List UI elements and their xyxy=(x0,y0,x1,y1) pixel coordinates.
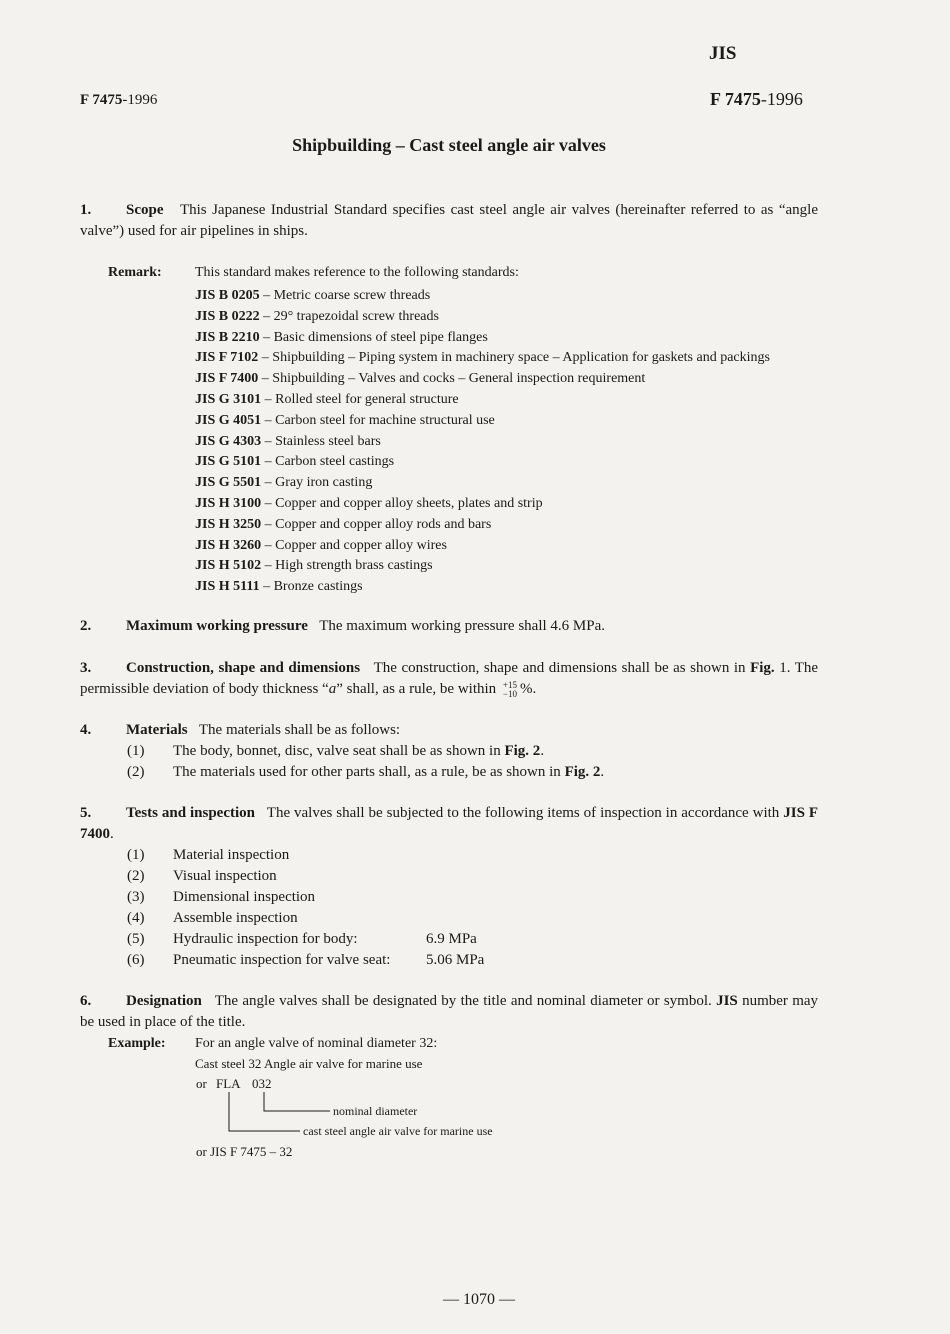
section-heading: Materials xyxy=(126,722,188,738)
reference-code: JIS G 3101 xyxy=(195,391,262,407)
section-text: This Japanese Industrial Standard specifies cast steel angle air valves (hereinafter referred to as “angle valve”) used for air pipelines in ships. xyxy=(80,202,818,239)
reference-code: JIS F 7400 xyxy=(195,371,259,387)
list-item-text: Material inspection xyxy=(173,847,290,863)
reference-desc: – Copper and copper alloy wires xyxy=(264,537,447,553)
note-cast-steel: cast steel angle air valve for marine use xyxy=(303,1124,493,1138)
list-item-end: . xyxy=(540,743,545,759)
section-heading: Maximum working pressure xyxy=(126,618,308,634)
section-text: The angle valves shall be designated by the title and nominal diameter or symbol. xyxy=(214,993,712,1009)
section-number: 3. xyxy=(80,660,92,676)
section-text: The materials shall be as follows: xyxy=(198,722,401,738)
list-item-text: The body, bonnet, disc, valve seat shall be as shown in xyxy=(173,743,501,759)
example-intro: For an angle valve of nominal diameter 32: xyxy=(195,1036,438,1051)
list-item-label: (1) xyxy=(127,847,145,863)
section-number: 5. xyxy=(80,805,92,821)
section-heading: Scope xyxy=(126,202,164,218)
example-jis-designation: or JIS F 7475 – 32 xyxy=(196,1144,293,1159)
reference-desc: – Copper and copper alloy sheets, plates and strip xyxy=(264,495,543,511)
document-title: Shipbuilding – Cast steel angle air valves xyxy=(292,135,606,155)
section-text: . The permissible deviation of body thickness “ xyxy=(80,660,819,697)
reference-desc: – Carbon steel for machine structural use xyxy=(264,412,495,428)
section-text: The valves shall be subjected to the following items of inspection in accordance with xyxy=(266,805,780,821)
reference-desc: – Gray iron casting xyxy=(264,475,373,491)
section-text: The construction, shape and dimensions shall be as shown in xyxy=(373,660,746,676)
section-text: The maximum working pressure shall 4.6 MPa. xyxy=(319,618,605,634)
remark-label: Remark: xyxy=(108,265,162,280)
reference-code: JIS H 3260 xyxy=(195,537,262,553)
reference-desc: – 29° trapezoidal screw threads xyxy=(263,308,439,324)
tolerance-plus: +15 xyxy=(502,679,517,690)
test-pressure-value: 6.9 MPa xyxy=(426,931,477,947)
list-item-label: (6) xyxy=(127,952,145,968)
reference-code: JIS H 3100 xyxy=(195,495,262,511)
std-right-year: -1996 xyxy=(760,89,803,109)
list-item-label: (5) xyxy=(127,931,145,947)
test-pressure-value: 5.06 MPa xyxy=(426,952,485,968)
std-left-year: -1996 xyxy=(122,92,158,108)
standard-ref: JIS F 7400 xyxy=(80,805,819,842)
list-item-text: Dimensional inspection xyxy=(173,889,316,905)
std-right-code: F 7475 xyxy=(710,89,761,109)
reference-desc: – Stainless steel bars xyxy=(264,433,381,449)
section-number: 4. xyxy=(80,722,92,738)
example-or: or xyxy=(196,1076,207,1091)
list-item-label: (3) xyxy=(127,889,145,905)
standard-ref: JIS xyxy=(716,993,738,1009)
section-number: 2. xyxy=(80,618,92,634)
figure-ref: Fig. xyxy=(750,660,775,676)
figure-ref: Fig. 2 xyxy=(504,743,541,759)
reference-code: JIS F 7102 xyxy=(195,350,259,366)
reference-code: JIS B 2210 xyxy=(195,329,260,345)
tolerance-minus: −10 xyxy=(502,688,517,699)
section-number: 6. xyxy=(80,993,92,1009)
list-item-text: Hydraulic inspection for body: xyxy=(173,931,358,947)
section-heading: Designation xyxy=(126,993,202,1009)
page-number: — 1070 — xyxy=(443,1291,515,1308)
list-item-text: Assemble inspection xyxy=(173,910,298,926)
reference-code: JIS G 4051 xyxy=(195,412,262,428)
reference-desc: – Shipbuilding – Valves and cocks – General inspection requirement xyxy=(261,371,646,387)
reference-code: JIS B 0222 xyxy=(195,308,260,324)
leader-line-nominal xyxy=(264,1092,330,1111)
reference-desc: – Rolled steel for general structure xyxy=(264,391,459,407)
list-item-label: (2) xyxy=(127,868,145,884)
reference-code: JIS H 5102 xyxy=(195,558,262,574)
reference-desc: – Basic dimensions of steel pipe flanges xyxy=(263,329,488,345)
reference-code: JIS H 5111 xyxy=(195,579,260,595)
figure-ref: Fig. 2 xyxy=(564,764,601,780)
reference-desc: – Bronze castings xyxy=(263,579,363,595)
section-text: %. xyxy=(520,681,537,697)
section-number: 1. xyxy=(80,202,92,218)
example-title: Cast steel 32 Angle air valve for marine use xyxy=(195,1056,423,1071)
reference-desc: – Carbon steel castings xyxy=(264,454,395,470)
reference-code: JIS G 4303 xyxy=(195,433,262,449)
reference-desc: – Copper and copper alloy rods and bars xyxy=(264,516,492,532)
thickness-variable: a xyxy=(328,681,337,697)
reference-desc: – High strength brass castings xyxy=(264,558,433,574)
reference-code: JIS B 0205 xyxy=(195,288,260,303)
figure-ref-number: 1 xyxy=(779,660,787,676)
list-item-label: (2) xyxy=(127,764,145,780)
remark-intro: This standard makes reference to the following standards: xyxy=(195,265,519,280)
jis-label: JIS xyxy=(709,43,737,64)
example-symbol-number: 032 xyxy=(252,1076,272,1091)
section-text: . xyxy=(110,826,114,842)
section-text: ” shall, as a rule, be within xyxy=(336,681,497,697)
section-heading: Construction, shape and dimensions xyxy=(126,660,361,676)
reference-code: JIS G 5501 xyxy=(195,475,262,491)
list-item-text: The materials used for other parts shall, as a rule, be as shown in xyxy=(173,764,561,780)
reference-desc: – Metric coarse screw threads xyxy=(263,288,431,303)
example-symbol: FLA xyxy=(216,1076,241,1091)
list-item-label: (4) xyxy=(127,910,145,926)
reference-code: JIS H 3250 xyxy=(195,516,262,532)
note-nominal-diameter: nominal diameter xyxy=(333,1104,418,1118)
list-item-text: Pneumatic inspection for valve seat: xyxy=(173,952,391,968)
std-left-code: F 7475 xyxy=(80,92,123,108)
section-text: number may be used in place of the title. xyxy=(80,993,819,1030)
list-item-end: . xyxy=(600,764,605,780)
example-label: Example: xyxy=(108,1036,166,1051)
reference-code: JIS G 5101 xyxy=(195,454,262,470)
list-item-text: Visual inspection xyxy=(173,868,277,884)
reference-desc: – Shipbuilding – Piping system in machinery space – Application for gaskets and packings xyxy=(261,350,770,366)
section-heading: Tests and inspection xyxy=(126,805,255,821)
list-item-label: (1) xyxy=(127,743,145,759)
